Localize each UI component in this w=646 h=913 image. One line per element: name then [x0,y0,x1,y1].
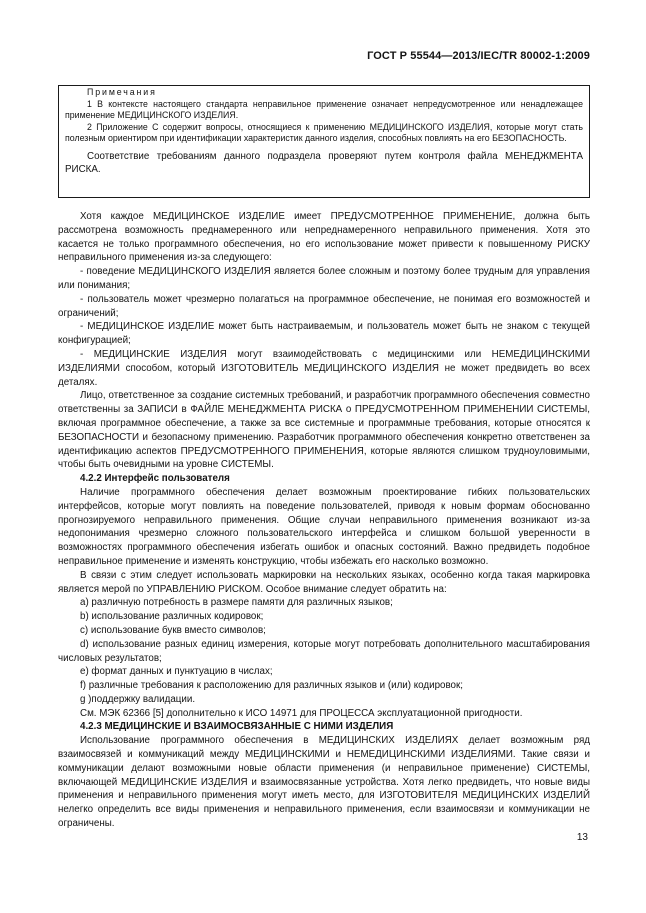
list-item: b) использование различных кодировок; [80,611,264,623]
paragraph: В связи с этим следует использовать маркировки на нескольких языках, особенно когда такая маркировка является мерой по УПРАВЛЕНИЮ РИСКОМ. Особое внимание следует обратить на: [58,569,590,595]
notes-title: Примечания [87,87,157,97]
list-item: - поведение МЕДИЦИНСКОГО ИЗДЕЛИЯ является более сложным и поэтому более трудным для управления или понимания; [58,266,590,291]
page-number: 13 [576,832,588,843]
note-2: 2 Приложение С содержит вопросы, относящиеся к применению МЕДИЦИНСКОГО ИЗДЕЛИЯ, которые могут стать полезным ориентиром при идентификации характеристик данного изделия, способных повлиять на его БЕЗОПАСНОСТЬ. [65,121,583,144]
list-item: g )поддержку валидации. [80,693,196,705]
document-header: ГОСТ Р 55544—2013/IEC/TR 80002-1:2009 [367,50,590,62]
list-item: - МЕДИЦИНСКИЕ ИЗДЕЛИЯ могут взаимодействовать с медицинскими или НЕМЕДИЦИНСКИМИ ИЗДЕЛИЯМИ способом, который ИЗГОТОВИТЕЛЬ МЕДИЦИНСКОГО ИЗДЕЛИЯ не может предвидеть во всех деталях. [58,348,590,388]
list-item: f) различные требования к расположению для различных языков и (или) кодировок; [80,680,464,692]
list-item: c) использование букв вместо символов; [80,624,266,636]
list-item: - МЕДИЦИНСКОЕ ИЗДЕЛИЕ может быть настраиваемым, и пользователь может быть не знаком с текущей конфигурацией; [58,321,590,347]
list-item: a) различную потребность в размере памяти для различных языков; [80,597,393,609]
list-item: - пользователь может чрезмерно полагаться на программное обеспечение, не понимая его возможностей и ограничений; [58,293,590,319]
paragraph: См. МЭК 62366 [5] дополнительно к ИСО 14971 для ПРОЦЕССА эксплуатационной пригодности. [80,707,523,719]
list-item: e) формат данных и пунктуацию в числах; [80,666,273,678]
compliance-statement: Соответствие требованиям данного подраздела проверяют путем контроля файла МЕНЕДЖМЕНТА РИСКА. [65,150,583,176]
paragraph: Лицо, ответственное за создание системных требований, и разработчик программного обеспечения совместно ответственны за ЗАПИСИ в ФАЙЛЕ МЕНЕДЖМЕНТА РИСКА о ПРЕДУСМОТРЕННОМ ПРИМЕНЕНИИ СИСТЕМЫ, включая программное обеспечение, а также за все системные и программные требования, которые относятся к БЕЗОПАСНОСТИ и безопасному применению. Разработчик программного обеспечения конкретно ответственен за идентификацию аспектов ПРЕДУСМОТРЕННОГО ПРИМЕНЕНИЯ, которые являются слишком трудноуловимыми, чтобы быть очевидными на уровне СИСТЕМЫ. [58,390,590,471]
body-text [58,210,590,831]
paragraph: Наличие программного обеспечения делает возможным проектирование гибких пользовательских интерфейсов, которые могут повлиять на поведение пользователей, приводя к новым формам обоснованно прогнозируемого неправильного применения. Общие случаи неправильного применения возникают из-за недопонимания чрезмерно сложного пользовательского интерфейса и слишком большой уверенности в возможностях программного обеспечения избегать ошибок и опасных состояний. Важно предвидеть подобное неправильное применение и изменять конструкцию, чтобы избежать его насколько возможно. [58,486,590,567]
note-1: 1 В контексте настоящего стандарта неправильное применение означает непредусмотренное или ненадлежащее применение МЕДИЦИНСКОГО ИЗДЕЛИЯ. [65,98,583,121]
list-item: d) использование разных единиц измерения, которые могут потребовать дополнительного масштабирования числовых результатов; [58,638,590,664]
section-heading-4-2-3: 4.2.3 МЕДИЦИНСКИЕ И ВЗАИМОСВЯЗАННЫЕ С НИМИ ИЗДЕЛИЯ [80,721,394,733]
section-heading-4-2-2: 4.2.2 Интерфейс пользователя [80,473,230,485]
paragraph: Хотя каждое МЕДИЦИНСКОЕ ИЗДЕЛИЕ имеет ПРЕДУСМОТРЕННОЕ ПРИМЕНЕНИЕ, должна быть рассмотрена возможность преднамеренного или непреднамеренного неправильного применения. Хотя это касается не только программного обеспечения, но его использование может привести к повышенному РИСКУ неправильного применения из-за следующего: [58,211,590,264]
notes-box [58,85,590,198]
paragraph: Использование программного обеспечения в МЕДИЦИНСКИХ ИЗДЕЛИЯХ делает возможным ряд взаимосвязей и коммуникаций между МЕДИЦИНСКИМИ и НЕМЕДИЦИНСКИМИ ИЗДЕЛИЯМИ. Такие связи и коммуникации делают возможными новые области применения (и неправильное применение) СИСТЕМЫ, включающей МЕДИЦИНСКИЕ ИЗДЕЛИЯ и взаимосвязанные устройства. Хотя легко предвидеть, что новые виды применения и неправильного применения могут иметь место, для ИЗГОТОВИТЕЛЯ МЕДИЦИНСКИХ ИЗДЕЛИЙ нелегко определить все виды применения и неправильного применения, если взаимосвязи и коммуникации не ограничены. [58,735,590,830]
